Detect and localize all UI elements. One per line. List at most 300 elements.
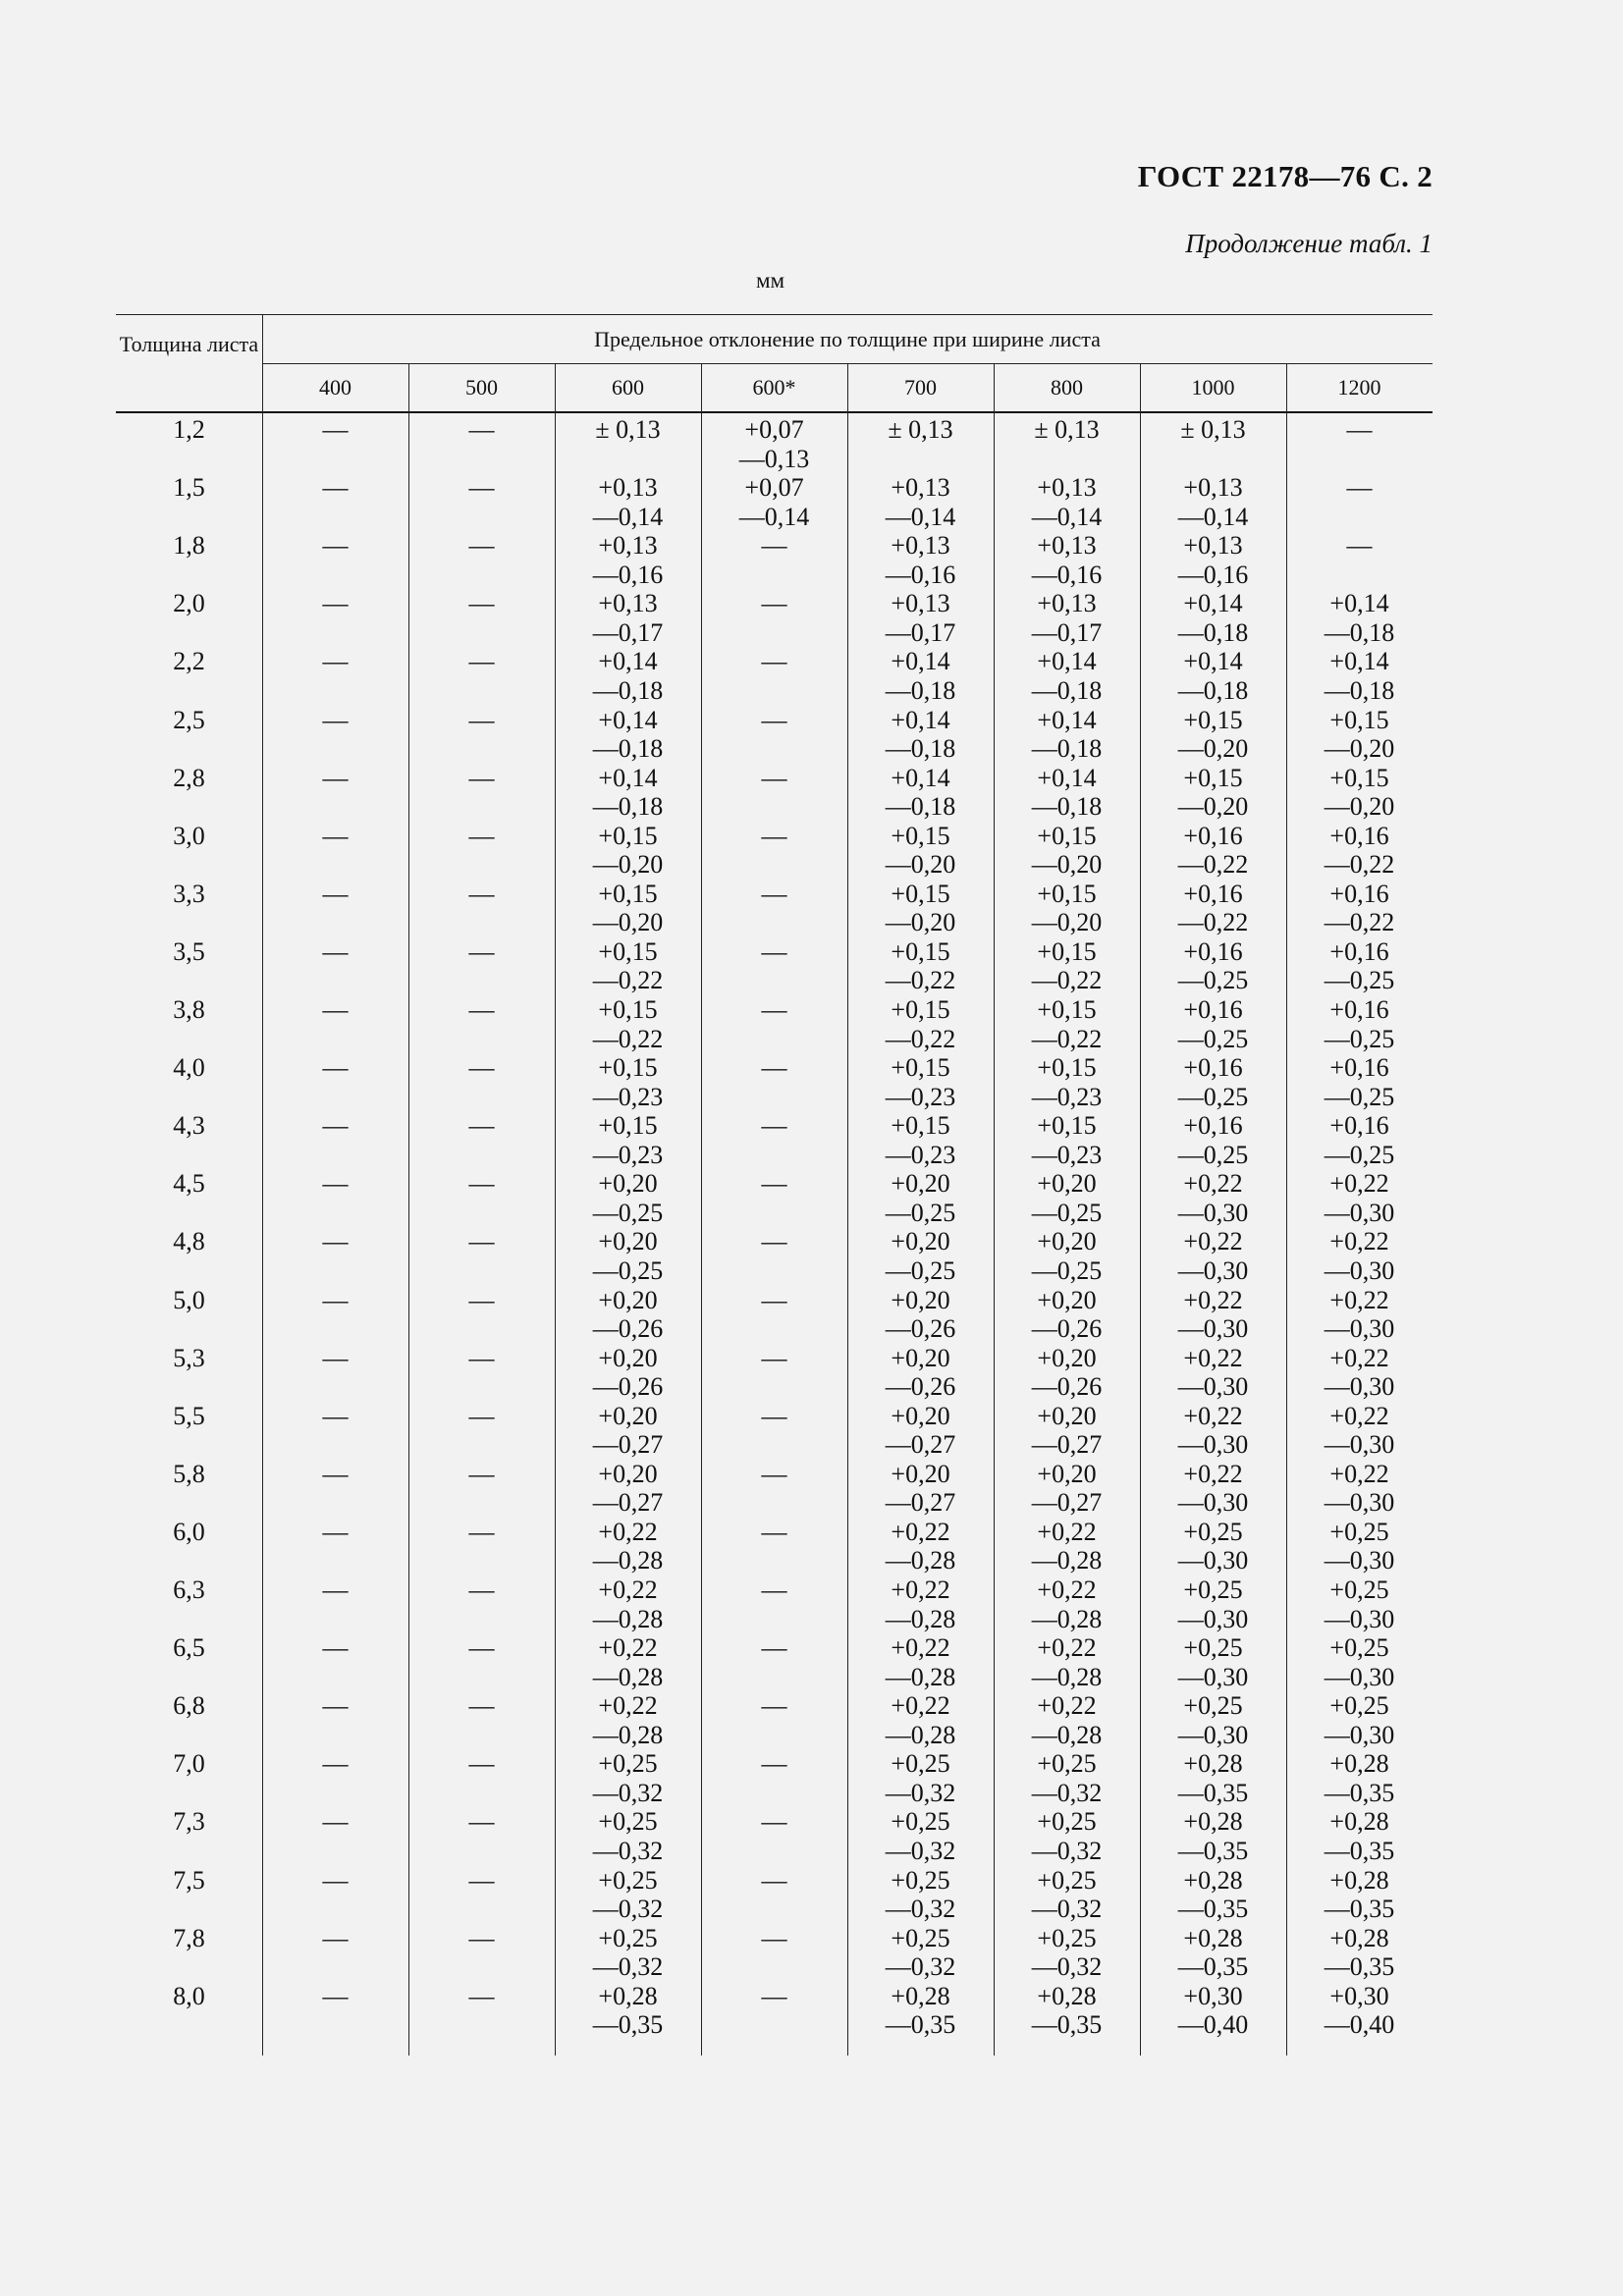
deviation-value: +0,13 [1037, 589, 1097, 618]
table-cell-deviation [1140, 1924, 1286, 1982]
table-cell-deviation [262, 1286, 408, 1315]
deviation-value: — [322, 1053, 349, 1083]
deviation-value: ± 0,13 [1034, 415, 1100, 444]
deviation-value: — [468, 473, 495, 503]
table-cell-deviation [408, 1633, 555, 1663]
deviation-value: +0,15 [598, 1111, 658, 1141]
deviation-value: — [468, 1749, 495, 1779]
deviation-value: — [322, 473, 349, 503]
deviation-value: +0,25 [1037, 1865, 1097, 1895]
table-cell-deviation [408, 1460, 555, 1489]
deviation-value: —0,16 [1031, 560, 1103, 589]
deviation-value: +0,25 [1037, 1807, 1097, 1837]
table-cell-deviation [555, 589, 701, 647]
table-cell-deviation [701, 1633, 847, 1663]
deviation-value: —0,28 [885, 1720, 956, 1749]
table-cell-deviation [1286, 1691, 1433, 1749]
table-cell-deviation [262, 1982, 408, 2011]
deviation-value: —0,25 [885, 1255, 956, 1285]
table-cell-deviation [262, 1053, 408, 1083]
table-cell-deviation [262, 880, 408, 909]
table-cell-deviation [994, 647, 1140, 705]
deviation-value: —0,18 [885, 675, 956, 705]
table-cell-deviation [408, 647, 555, 676]
deviation-value: +0,14 [598, 763, 658, 792]
table-cell-deviation [408, 1286, 555, 1315]
deviation-value: — [468, 821, 495, 850]
deviation-value: — [761, 1633, 787, 1663]
table-cell-deviation [701, 1460, 847, 1489]
deviation-value: +0,14 [1037, 705, 1097, 734]
deviation-value: — [322, 589, 349, 618]
deviation-value: +0,15 [891, 1053, 950, 1083]
deviation-value: +0,25 [891, 1749, 950, 1779]
table-cell-deviation [555, 1633, 701, 1691]
deviation-value: +0,30 [1183, 1981, 1243, 2010]
deviation-value: — [1346, 531, 1373, 561]
deviation-value: —0,30 [1177, 1488, 1249, 1518]
deviation-value: +0,20 [1037, 1285, 1097, 1314]
deviation-value: +0,20 [1037, 1401, 1097, 1430]
table-cell-deviation [847, 1749, 994, 1807]
deviation-value: —0,18 [592, 792, 664, 822]
deviation-value: —0,35 [1177, 1952, 1249, 1982]
table-cell-deviation [701, 706, 847, 735]
deviation-value: +0,16 [1183, 1053, 1243, 1083]
deviation-value: +0,25 [891, 1865, 950, 1895]
table-cell-deviation [847, 415, 994, 445]
deviation-value: +0,14 [1037, 763, 1097, 792]
deviation-value: — [322, 1981, 349, 2010]
deviation-value: —0,30 [1324, 1720, 1395, 1749]
table-cell-deviation [262, 1518, 408, 1547]
table-cell-deviation [1140, 531, 1286, 589]
deviation-value: — [761, 1227, 787, 1256]
deviation-value: +0,22 [598, 1575, 658, 1604]
deviation-value: —0,23 [885, 1082, 956, 1111]
deviation-value: +0,15 [1183, 705, 1243, 734]
table-cell-deviation [701, 995, 847, 1025]
deviation-value: —0,35 [1177, 1895, 1249, 1923]
table-cell-deviation [555, 1807, 701, 1865]
deviation-value: —0,28 [1031, 1604, 1103, 1633]
table-cell-deviation [847, 1807, 994, 1865]
row-thickness-value: 7,5 [173, 1865, 205, 1895]
deviation-value: —0,22 [885, 1024, 956, 1053]
deviation-value: — [322, 1227, 349, 1256]
table-cell-deviation [262, 706, 408, 735]
deviation-value: —0,14 [1031, 502, 1103, 531]
row-thickness-value: 2,0 [173, 589, 205, 618]
deviation-value: — [322, 1691, 349, 1721]
table-cell-deviation [1286, 937, 1433, 995]
deviation-value: —0,14 [592, 502, 664, 531]
table-cell-deviation [555, 415, 701, 445]
deviation-value: — [761, 1865, 787, 1895]
table-cell-deviation [1286, 531, 1433, 561]
deviation-value: +0,20 [598, 1169, 658, 1199]
deviation-value: —0,22 [885, 966, 956, 995]
deviation-value: —0,25 [1177, 966, 1249, 995]
table-cell-deviation [994, 1749, 1140, 1807]
deviation-value: — [468, 1633, 495, 1663]
table-cell-deviation [701, 1982, 847, 2011]
deviation-value: +0,25 [1037, 1923, 1097, 1952]
deviation-value: +0,20 [598, 1343, 658, 1372]
deviation-value: +0,15 [891, 995, 950, 1024]
deviation-value: — [322, 1865, 349, 1895]
table-cell-deviation [1286, 1924, 1433, 1982]
deviation-value: +0,14 [1329, 647, 1389, 676]
deviation-value: —0,23 [1031, 1082, 1103, 1111]
deviation-value: +0,14 [1183, 589, 1243, 618]
deviation-value: +0,28 [891, 1981, 950, 2010]
table-cell-deviation [408, 1111, 555, 1141]
table-cell-deviation [847, 1286, 994, 1344]
table-cell-deviation [555, 1460, 701, 1518]
table-top-rule [116, 314, 1433, 315]
deviation-value: +0,15 [1037, 936, 1097, 966]
table-cell-deviation [847, 1982, 994, 2040]
deviation-value: —0,28 [592, 1604, 664, 1633]
row-thickness-value: 7,0 [173, 1749, 205, 1779]
table-cell-deviation [408, 589, 555, 618]
deviation-value: +0,20 [1037, 1343, 1097, 1372]
table-cell-deviation [701, 1286, 847, 1315]
deviation-value: —0,16 [592, 560, 664, 589]
table-cell-deviation [408, 1402, 555, 1431]
row-thickness-value: 3,8 [173, 995, 205, 1024]
column-header-width-800: 800 [1051, 375, 1083, 400]
deviation-value: +0,22 [598, 1633, 658, 1663]
deviation-value: +0,13 [891, 589, 950, 618]
table-cell-deviation [701, 415, 847, 473]
table-cell-deviation [408, 1169, 555, 1199]
deviation-value: — [468, 1981, 495, 2010]
table-cell-deviation [994, 1866, 1140, 1924]
table-cell-deviation [1140, 1402, 1286, 1460]
table-cell-deviation [262, 1866, 408, 1896]
deviation-value: —0,20 [1324, 734, 1395, 763]
deviation-value: —0,22 [1031, 966, 1103, 995]
deviation-value: —0,25 [1031, 1198, 1103, 1227]
deviation-value: —0,17 [885, 617, 956, 647]
deviation-value: —0,35 [1324, 1952, 1395, 1982]
deviation-value: —0,14 [738, 502, 810, 531]
deviation-value: +0,22 [891, 1633, 950, 1663]
deviation-value: — [761, 1169, 787, 1199]
deviation-value: —0,26 [885, 1372, 956, 1402]
deviation-value: +0,15 [891, 821, 950, 850]
deviation-value: — [761, 705, 787, 734]
deviation-value: —0,32 [1031, 1895, 1103, 1923]
table-cell-deviation [1140, 1807, 1286, 1865]
row-thickness-value: 6,8 [173, 1691, 205, 1721]
deviation-value: +0,22 [1183, 1227, 1243, 1256]
deviation-value: —0,13 [738, 444, 810, 473]
deviation-value: +0,25 [598, 1749, 658, 1779]
deviation-value: —0,22 [1324, 908, 1395, 937]
table-cell-deviation [994, 1344, 1140, 1402]
deviation-value: —0,25 [1324, 966, 1395, 995]
deviation-value: —0,32 [592, 1952, 664, 1982]
deviation-value: — [322, 1633, 349, 1663]
deviation-value: +0,25 [598, 1923, 658, 1952]
deviation-value: — [761, 1401, 787, 1430]
table-cell-deviation [701, 1169, 847, 1199]
table-cell-deviation [1286, 1111, 1433, 1169]
table-cell-deviation [262, 1633, 408, 1663]
deviation-value: +0,15 [1037, 1053, 1097, 1083]
deviation-value: +0,07 [744, 473, 804, 503]
row-thickness-value: 1,8 [173, 531, 205, 561]
deviation-value: —0,27 [885, 1430, 956, 1460]
table-cell-deviation [1140, 1227, 1286, 1285]
deviation-value: — [468, 936, 495, 966]
deviation-value: — [1346, 473, 1373, 503]
table-cell-deviation [262, 1691, 408, 1721]
deviation-value: +0,15 [1037, 821, 1097, 850]
deviation-value: —0,20 [1177, 734, 1249, 763]
table-cell-deviation [701, 1866, 847, 1896]
table-cell-deviation [701, 589, 847, 618]
deviation-value: — [468, 1401, 495, 1430]
deviation-value: +0,25 [598, 1807, 658, 1837]
deviation-value: — [761, 1053, 787, 1083]
deviation-value: —0,28 [885, 1662, 956, 1691]
deviation-value: —0,32 [1031, 1778, 1103, 1807]
deviation-value: —0,20 [592, 850, 664, 880]
table-cell-deviation [701, 473, 847, 531]
deviation-value: — [1346, 415, 1373, 444]
deviation-value: — [761, 936, 787, 966]
deviation-value: — [468, 1575, 495, 1604]
deviation-value: — [322, 1575, 349, 1604]
deviation-value: —0,35 [1177, 1778, 1249, 1807]
deviation-value: +0,25 [1183, 1575, 1243, 1604]
deviation-value: — [468, 589, 495, 618]
table-cell-deviation [262, 822, 408, 851]
column-header-width-400: 400 [319, 375, 352, 400]
deviation-value: +0,13 [1183, 531, 1243, 561]
table-cell-deviation [1140, 1633, 1286, 1691]
table-cell-deviation [701, 1518, 847, 1547]
table-cell-deviation [408, 415, 555, 445]
deviation-value: —0,32 [592, 1778, 664, 1807]
deviation-value: —0,28 [592, 1662, 664, 1691]
table-cell-deviation [1140, 647, 1286, 705]
deviation-value: — [761, 879, 787, 908]
table-cell-deviation [994, 1111, 1140, 1169]
group-header-deviation: Предельное отклонение по толщине при ширине листа [594, 327, 1101, 351]
deviation-value: —0,17 [1031, 617, 1103, 647]
deviation-value: —0,25 [592, 1255, 664, 1285]
row-thickness-value: 6,3 [173, 1575, 205, 1604]
deviation-value: +0,16 [1329, 1111, 1389, 1141]
table-cell-deviation [994, 1053, 1140, 1111]
deviation-value: +0,30 [1329, 1981, 1389, 2010]
deviation-value: +0,14 [1183, 647, 1243, 676]
table-cell-deviation [1286, 764, 1433, 822]
table-cell-deviation [1286, 1982, 1433, 2040]
deviation-value: —0,30 [1324, 1430, 1395, 1460]
deviation-value: —0,16 [1177, 560, 1249, 589]
deviation-value: +0,20 [598, 1401, 658, 1430]
table-cell-deviation [994, 1575, 1140, 1633]
deviation-value: +0,15 [891, 1111, 950, 1141]
table-cell-deviation [555, 1344, 701, 1402]
deviation-value: +0,13 [598, 589, 658, 618]
table-cell-deviation [701, 1111, 847, 1141]
table-cell-deviation [555, 1169, 701, 1227]
deviation-value: +0,22 [1329, 1401, 1389, 1430]
deviation-value: —0,32 [1031, 1836, 1103, 1865]
table-cell-deviation [1140, 1460, 1286, 1518]
deviation-value: — [761, 1807, 787, 1837]
table-cell-deviation [408, 706, 555, 735]
table-cell-deviation [847, 1575, 994, 1633]
row-thickness-value: 5,8 [173, 1459, 205, 1488]
table-cell-deviation [408, 1227, 555, 1256]
deviation-value: +0,13 [598, 473, 658, 503]
deviation-value: —0,28 [1031, 1662, 1103, 1691]
deviation-value: — [468, 995, 495, 1024]
deviation-value: —0,25 [592, 1198, 664, 1227]
deviation-value: — [761, 1517, 787, 1546]
table-cell-deviation [1286, 589, 1433, 647]
table-cell-deviation [1140, 937, 1286, 995]
table-cell-deviation [555, 1924, 701, 1982]
deviation-value: — [761, 531, 787, 561]
deviation-value: +0,22 [1183, 1401, 1243, 1430]
table-cell-deviation [1286, 1866, 1433, 1924]
table-cell-deviation [1286, 473, 1433, 503]
document-header: ГОСТ 22178—76 С. 2 [1137, 159, 1433, 193]
deviation-value: —0,18 [1177, 675, 1249, 705]
table-cell-deviation [1140, 822, 1286, 880]
deviation-value: —0,28 [592, 1546, 664, 1575]
deviation-value: +0,20 [891, 1169, 950, 1199]
table-cell-deviation [262, 1402, 408, 1431]
deviation-value: —0,30 [1324, 1488, 1395, 1518]
deviation-value: — [468, 1923, 495, 1952]
table-cell-deviation [262, 1749, 408, 1779]
deviation-value: +0,20 [891, 1343, 950, 1372]
row-thickness-value: 4,3 [173, 1111, 205, 1141]
row-thickness-value: 3,5 [173, 936, 205, 966]
deviation-value: —0,32 [592, 1895, 664, 1923]
table-cell-deviation [994, 1402, 1140, 1460]
deviation-value: —0,22 [1324, 850, 1395, 880]
deviation-value: —0,30 [1177, 1314, 1249, 1343]
table-cell-deviation [262, 1807, 408, 1837]
deviation-value: —0,23 [592, 1082, 664, 1111]
deviation-value: +0,22 [598, 1691, 658, 1721]
deviation-value: —0,32 [1031, 1952, 1103, 1982]
deviation-value: +0,28 [1037, 1981, 1097, 2010]
row-thickness-value: 5,3 [173, 1343, 205, 1372]
deviation-value: — [468, 1517, 495, 1546]
table-cell-deviation [262, 1924, 408, 1953]
table-cell-deviation [1140, 1866, 1286, 1924]
table-cell-deviation [847, 473, 994, 531]
table-cell-deviation [994, 764, 1140, 822]
deviation-value: — [322, 1517, 349, 1546]
table-cell-deviation [555, 937, 701, 995]
deviation-value: — [761, 1343, 787, 1372]
deviation-value: —0,22 [592, 966, 664, 995]
deviation-value: —0,20 [885, 908, 956, 937]
deviation-value: —0,35 [1324, 1895, 1395, 1923]
table-cell-deviation [994, 706, 1140, 764]
deviation-value: — [322, 879, 349, 908]
deviation-value: —0,35 [592, 2010, 664, 2040]
table-cell-deviation [701, 1344, 847, 1373]
table-cell-deviation [555, 531, 701, 589]
deviation-value: —0,26 [885, 1314, 956, 1343]
deviation-value: +0,25 [598, 1865, 658, 1895]
deviation-value: +0,22 [1329, 1459, 1389, 1488]
table-cell-deviation [994, 1227, 1140, 1285]
deviation-value: +0,22 [891, 1517, 950, 1546]
deviation-value: —0,20 [885, 850, 956, 880]
table-cell-deviation [262, 937, 408, 967]
table-cell-deviation [1286, 1053, 1433, 1111]
table-header-rule [116, 411, 1433, 413]
table-cell-deviation [701, 1227, 847, 1256]
table-cell-deviation [1140, 1286, 1286, 1344]
table-cell-deviation [408, 473, 555, 503]
table-cell-deviation [701, 1053, 847, 1083]
table-cell-deviation [408, 1518, 555, 1547]
deviation-value: —0,30 [1177, 1372, 1249, 1402]
table-cell-deviation [994, 589, 1140, 647]
deviation-value: —0,22 [592, 1024, 664, 1053]
deviation-value: —0,30 [1177, 1255, 1249, 1285]
deviation-value: —0,25 [1177, 1140, 1249, 1169]
table-cell-deviation [847, 589, 994, 647]
deviation-value: — [322, 936, 349, 966]
deviation-value: —0,14 [1177, 502, 1249, 531]
table-cell-deviation [1286, 706, 1433, 764]
deviation-value: +0,22 [891, 1691, 950, 1721]
column-header-width-500: 500 [465, 375, 498, 400]
deviation-value: —0,35 [885, 2010, 956, 2040]
table-cell-deviation [408, 1749, 555, 1779]
row-thickness-value: 4,8 [173, 1227, 205, 1256]
deviation-value: +0,25 [1183, 1691, 1243, 1721]
table-cell-deviation [555, 880, 701, 937]
table-cell-deviation [701, 1924, 847, 1953]
deviation-value: —0,35 [1324, 1836, 1395, 1865]
deviation-value: +0,22 [891, 1575, 950, 1604]
table-cell-deviation [701, 1807, 847, 1837]
table-cell-deviation [701, 764, 847, 793]
table-cell-deviation [1140, 1749, 1286, 1807]
table-cell-deviation [847, 1924, 994, 1982]
table-cell-deviation [1286, 415, 1433, 445]
deviation-value: ± 0,13 [595, 415, 661, 444]
deviation-value: — [468, 647, 495, 676]
deviation-value: —0,18 [592, 675, 664, 705]
deviation-value: +0,15 [891, 879, 950, 908]
deviation-value: — [468, 1227, 495, 1256]
deviation-value: — [322, 705, 349, 734]
deviation-value: +0,16 [1183, 995, 1243, 1024]
table-cell-deviation [555, 647, 701, 705]
table-cell-deviation [847, 1402, 994, 1460]
table-cell-deviation [408, 1575, 555, 1605]
